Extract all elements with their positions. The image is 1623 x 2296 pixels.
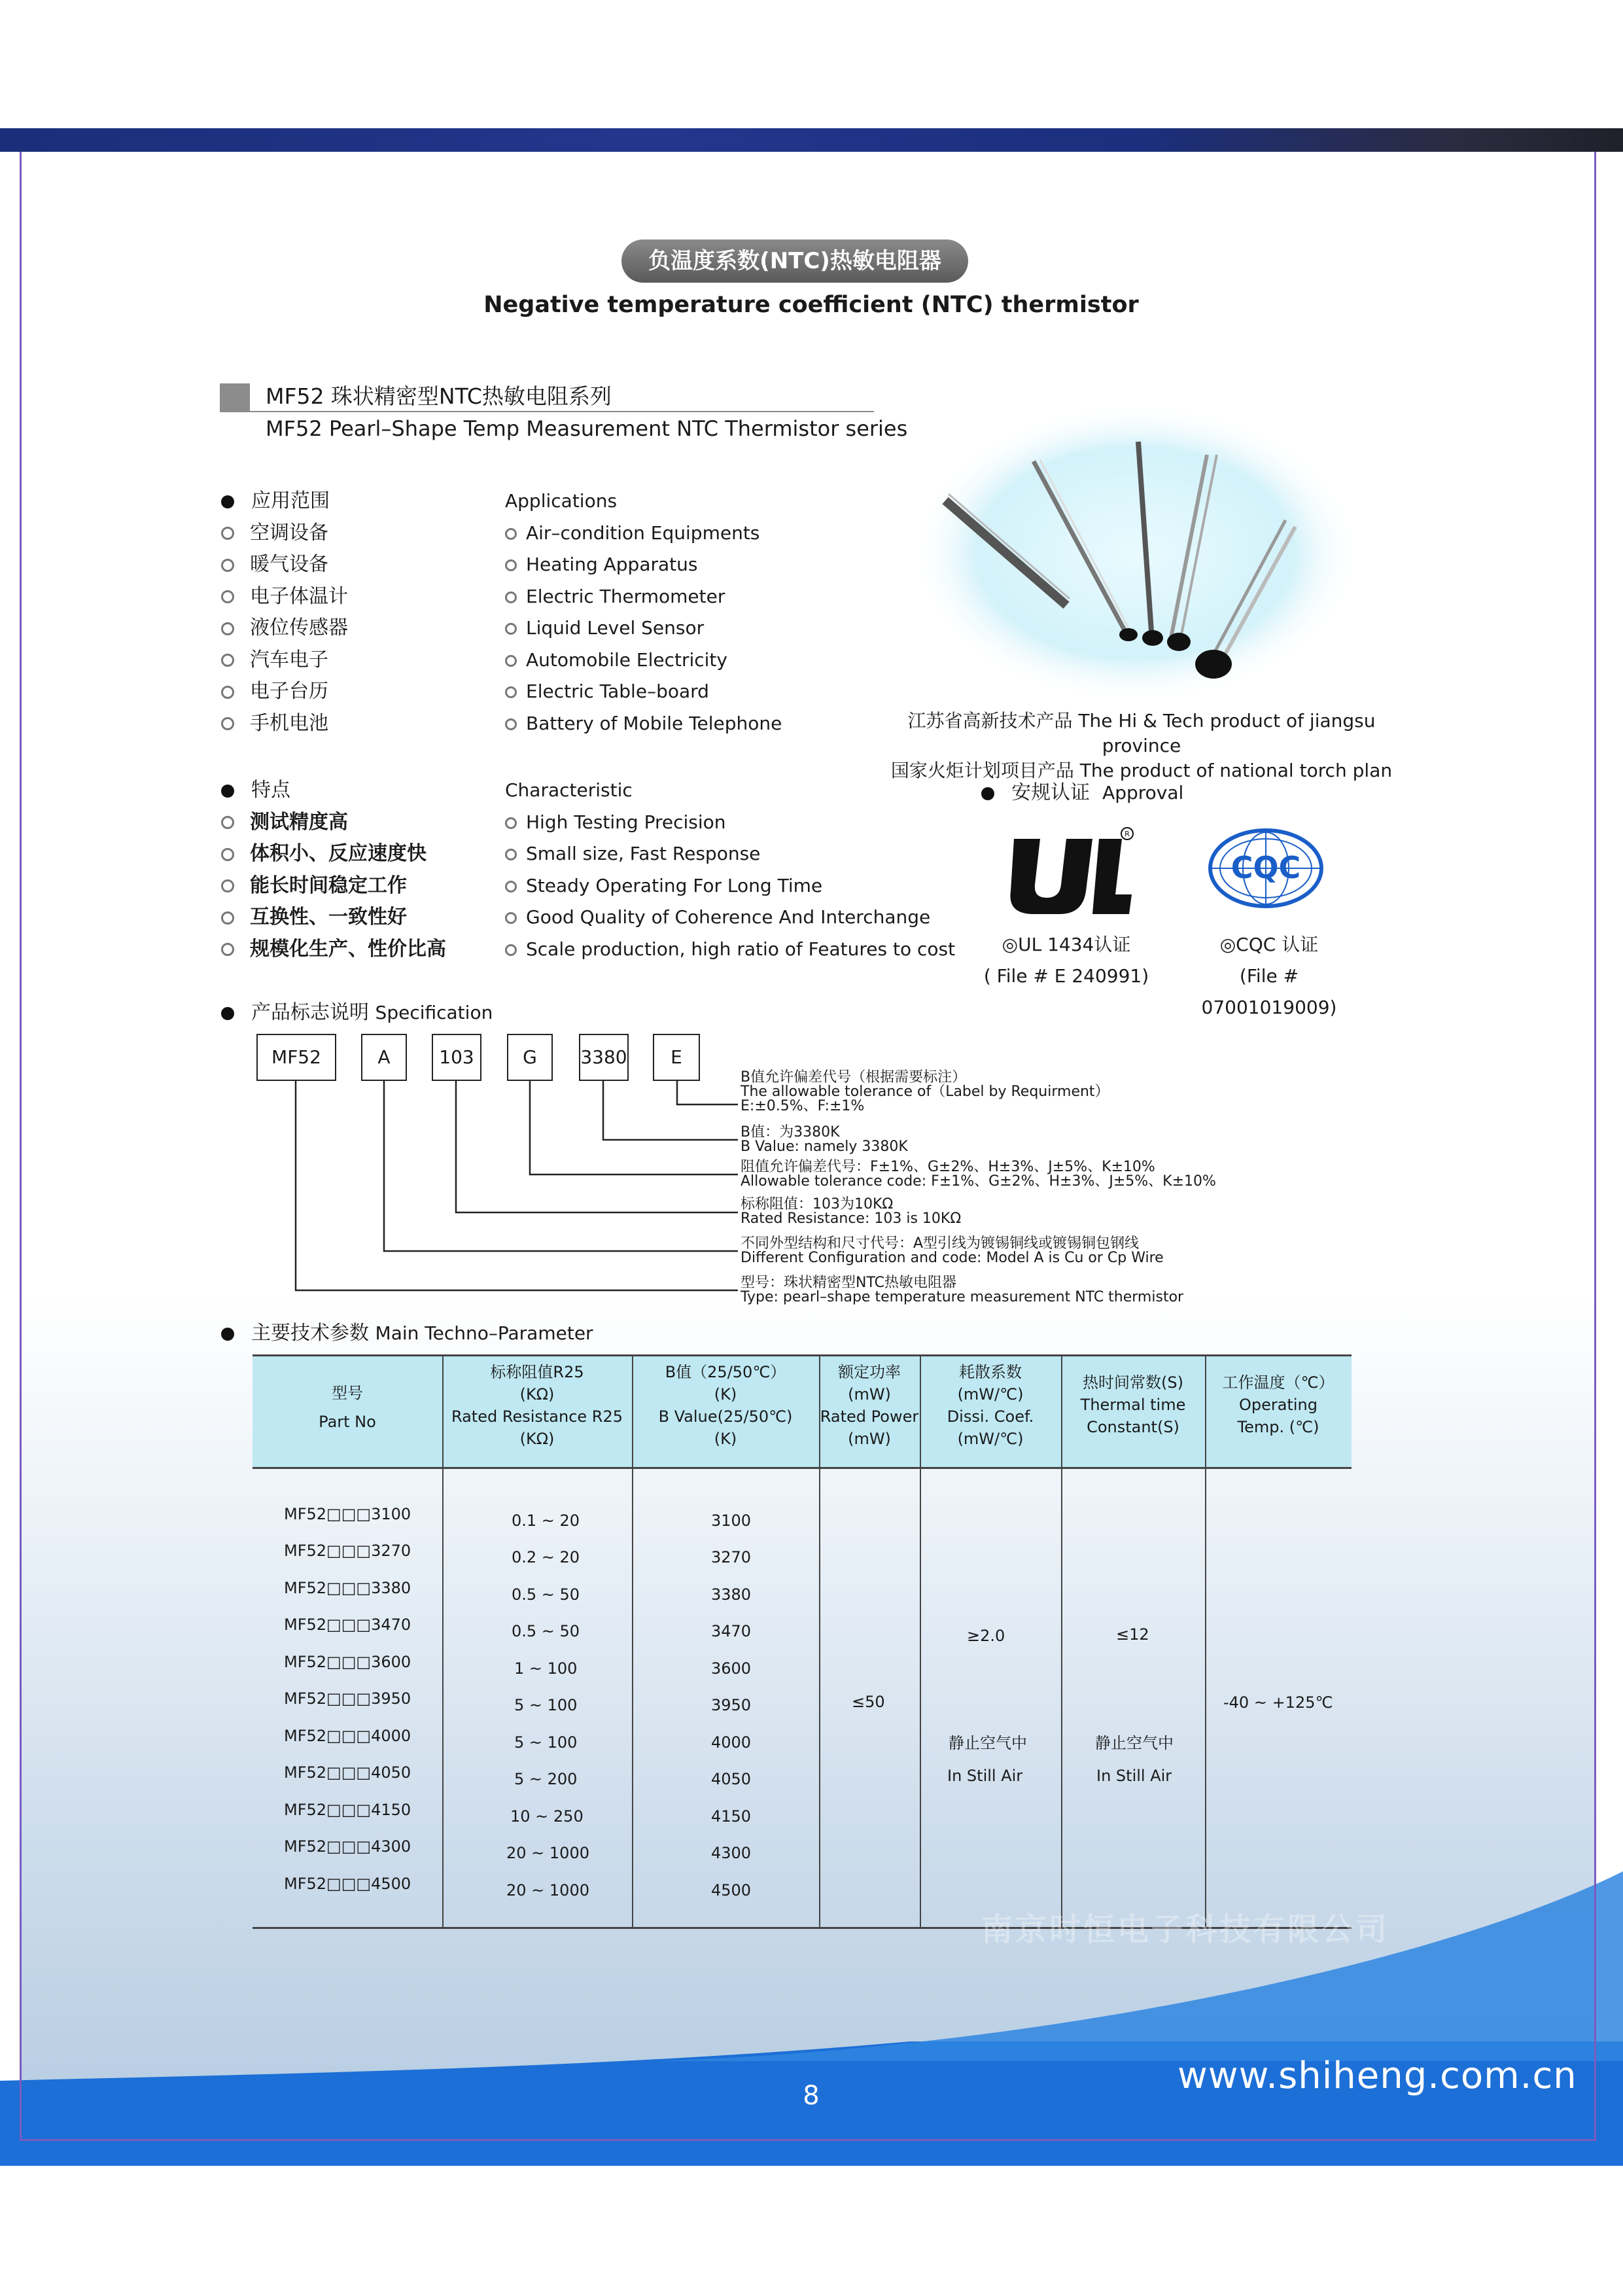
ring-bullet xyxy=(221,717,234,730)
cqc-caption xyxy=(1171,929,1367,1023)
ring-bullet xyxy=(505,592,517,603)
ring-bullet xyxy=(221,911,234,925)
characteristics-en-head: Characteristic xyxy=(505,779,633,801)
table-header-rule xyxy=(253,1467,1352,1469)
applications-cn xyxy=(221,486,348,739)
section-title-en: MF52 Pearl–Shape Temp Measurement NTC Thermistor series xyxy=(266,416,908,441)
spec-desc: 阻值允许偏差代号：F±1%、G±2%、H±3%、J±5%、K±10% Allowable tolerance code: F±1%、G±2%、H±3%、J±5%、K±10% xyxy=(741,1159,1216,1190)
bullet-dot xyxy=(221,1328,234,1341)
cqc-label: ◎CQC 认证 xyxy=(1219,934,1319,955)
rated-power-value: ≤50 xyxy=(852,1693,885,1711)
list-item: Steady Operating For Long Time xyxy=(505,870,955,902)
svg-text:CQC: CQC xyxy=(1230,850,1301,885)
section-title-cn: MF52 珠状精密型NTC热敏电阻系列 xyxy=(266,383,612,409)
table-cell: MF52□□□3600 xyxy=(284,1653,411,1671)
table-cell: 0.5 ~ 50 xyxy=(512,1622,580,1640)
table-cell: 0.5 ~ 50 xyxy=(512,1585,580,1604)
spec-desc: B值允许偏差代号（根据需要标注） The allowable tolerance of（Label by Requirment） E:±0.5%、F:±1% xyxy=(741,1069,1109,1114)
list-item: 体积小、反应速度快 xyxy=(221,838,446,870)
spec-desc: 型号：珠状精密型NTC热敏电阻器 Type: pearl–shape temperature measurement NTC thermistor xyxy=(741,1275,1184,1305)
table-top-rule xyxy=(253,1354,1352,1356)
list-item: 能长时间稳定工作 xyxy=(221,870,446,902)
list-item: Good Quality of Coherence And Interchange xyxy=(505,902,955,934)
table-cell: MF52□□□3270 xyxy=(284,1542,411,1560)
ring-bullet xyxy=(505,528,517,540)
list-item: 电子体温计 xyxy=(221,581,348,613)
ul-caption xyxy=(968,929,1164,992)
applications-en xyxy=(505,486,782,739)
dissipation-note-cn: 静止空气中 xyxy=(949,1734,1027,1752)
table-cell: 20 ~ 1000 xyxy=(506,1881,589,1899)
operating-temp-value: -40 ~ +125℃ xyxy=(1223,1693,1333,1712)
page-number: 8 xyxy=(803,2081,820,2111)
website-link[interactable]: www.shiheng.com.cn xyxy=(1178,2055,1577,2097)
product-caption xyxy=(877,709,1406,783)
ring-bullet xyxy=(505,655,517,667)
table-cell: 4500 xyxy=(711,1881,752,1899)
ring-bullet xyxy=(505,849,517,860)
bullet-dot xyxy=(221,495,234,508)
spec-box-tolerance: G xyxy=(507,1034,553,1081)
list-item: 电子台历 xyxy=(221,676,348,708)
list-item: 互换性、一致性好 xyxy=(221,902,446,934)
list-item: 液位传感器 xyxy=(221,612,348,645)
ring-bullet xyxy=(221,686,234,699)
list-item: 空调设备 xyxy=(221,518,348,550)
table-cell: 5 ~ 100 xyxy=(514,1733,578,1752)
table-cell: MF52□□□3470 xyxy=(284,1616,411,1634)
table-cell: 3100 xyxy=(711,1511,752,1530)
thermal-note-cn: 静止空气中 xyxy=(1095,1734,1174,1752)
table-cell: MF52□□□3100 xyxy=(284,1505,411,1523)
table-cell: MF52□□□4050 xyxy=(284,1763,411,1782)
table-cell: MF52□□□3380 xyxy=(284,1579,411,1597)
list-item: Air–condition Equipments xyxy=(505,518,782,550)
table-cell: MF52□□□4300 xyxy=(284,1837,411,1856)
ul-logo xyxy=(1001,826,1138,917)
bullet-dot xyxy=(221,1007,234,1020)
table-cell: 1 ~ 100 xyxy=(514,1659,578,1678)
ul-file: ( File # E 240991) xyxy=(983,965,1149,987)
section-marker xyxy=(220,383,250,411)
company-watermark: 南京时恒电子科技有限公司 xyxy=(981,1911,1390,1948)
table-cell: 0.1 ~ 20 xyxy=(512,1511,580,1530)
ring-bullet xyxy=(505,623,517,635)
table-cell: 5 ~ 100 xyxy=(514,1696,578,1714)
dissipation-value: ≥2.0 xyxy=(967,1627,1005,1645)
column-header-operating-temp: 工作温度（℃） Operating Temp. (℃) xyxy=(1222,1373,1335,1436)
parameters-head: 主要技术参数 Main Techno–Parameter xyxy=(221,1316,593,1345)
cqc-file: (File # 07001019009) xyxy=(1201,965,1337,1018)
ring-bullet xyxy=(221,879,234,892)
caption-line: 江苏省高新技术产品 The Hi & Tech product of jiangsu province xyxy=(907,710,1376,756)
list-item: Scale production, high ratio of Features to cost xyxy=(505,934,955,966)
ring-bullet xyxy=(221,654,234,667)
ring-bullet xyxy=(221,816,234,829)
approval-head: 安规认证 Approval xyxy=(981,776,1183,805)
list-item: 暖气设备 xyxy=(221,549,348,581)
table-cell: 3950 xyxy=(711,1696,752,1714)
ring-bullet xyxy=(505,686,517,698)
spec-box-type: MF52 xyxy=(256,1034,336,1081)
thermal-time-value: ≤12 xyxy=(1116,1625,1149,1644)
ring-bullet xyxy=(221,848,234,861)
list-item: 手机电池 xyxy=(221,708,348,740)
caption-line: 国家火炬计划项目产品 The product of national torch plan xyxy=(890,760,1393,781)
characteristics-cn-head: 特点 xyxy=(221,775,446,807)
column-header-bvalue: B值（25/50℃） (K) B Value(25/50℃) (K) xyxy=(658,1363,793,1448)
dissipation-note-en: In Still Air xyxy=(947,1767,1023,1785)
top-band xyxy=(0,128,1623,152)
list-item: Battery of Mobile Telephone xyxy=(505,708,782,740)
list-item: Automobile Electricity xyxy=(505,645,782,677)
table-cell: 20 ~ 1000 xyxy=(506,1844,589,1862)
svg-text:R: R xyxy=(1125,830,1130,838)
spec-desc: 标称阻值：103为10KΩ Rated Resistance: 103 is 10KΩ xyxy=(741,1196,962,1227)
list-item: Electric Thermometer xyxy=(505,581,782,613)
spec-desc: B值：为3380K B Value: namely 3380K xyxy=(741,1124,908,1155)
table-cell: 4050 xyxy=(711,1770,752,1788)
column-divider xyxy=(1205,1356,1206,1928)
list-item: 规模化生产、性价比高 xyxy=(221,934,446,966)
list-item: Liquid Level Sensor xyxy=(505,612,782,645)
spec-box-btolerance: E xyxy=(653,1034,700,1081)
section-underline xyxy=(220,411,874,412)
list-item: 汽车电子 xyxy=(221,645,348,677)
page-title: Negative temperature coefficient (NTC) thermistor xyxy=(483,292,1139,318)
table-cell: MF52□□□4000 xyxy=(284,1727,411,1745)
table-cell: 4300 xyxy=(711,1844,752,1862)
ring-bullet xyxy=(221,943,234,956)
thermistor-photo xyxy=(909,402,1361,703)
table-cell: 4000 xyxy=(711,1733,752,1752)
list-item: Heating Apparatus xyxy=(505,549,782,581)
column-header-dissipation: 耗散系数 (mW/℃) Dissi. Coef. (mW/℃) xyxy=(947,1363,1034,1448)
thermal-note-en: In Still Air xyxy=(1096,1767,1172,1785)
list-item: 测试精度高 xyxy=(221,807,446,839)
ring-bullet xyxy=(221,527,234,540)
applications-cn-head: 应用范围 xyxy=(221,486,348,518)
table-cell: 10 ~ 250 xyxy=(510,1807,584,1826)
cqc-logo xyxy=(1204,826,1328,911)
table-cell: 3380 xyxy=(711,1585,752,1604)
column-divider xyxy=(1061,1356,1062,1928)
ring-bullet xyxy=(505,881,517,892)
column-header-resistance: 标称阻值R25 (KΩ) Rated Resistance R25 (KΩ) xyxy=(451,1363,623,1448)
ring-bullet xyxy=(505,559,517,571)
table-cell: 5 ~ 200 xyxy=(514,1770,578,1788)
bullet-dot xyxy=(981,787,994,800)
table-cell: 3270 xyxy=(711,1548,752,1566)
table-cell: MF52□□□4500 xyxy=(284,1875,411,1893)
list-item: High Testing Precision xyxy=(505,807,955,839)
ring-bullet xyxy=(505,718,517,730)
list-item: Electric Table–board xyxy=(505,676,782,708)
spec-box-config: A xyxy=(361,1034,407,1081)
ring-bullet xyxy=(221,559,234,572)
category-pill: 负温度系数(NTC)热敏电阻器 xyxy=(621,239,968,283)
table-cell: MF52□□□4150 xyxy=(284,1801,411,1819)
ring-bullet xyxy=(505,817,517,829)
ring-bullet xyxy=(221,590,234,603)
ul-label: ◎UL 1434认证 xyxy=(1002,934,1131,955)
table-cell: 4150 xyxy=(711,1807,752,1826)
specification-head: 产品标志说明 Specification xyxy=(221,996,493,1025)
column-header-rated-power: 额定功率 (mW) Rated Power (mW) xyxy=(820,1363,919,1448)
spec-box-resistance: 103 xyxy=(432,1034,481,1081)
characteristics-cn xyxy=(221,775,446,965)
table-cell: MF52□□□3950 xyxy=(284,1689,411,1708)
characteristics-en xyxy=(505,775,955,965)
table-cell: 0.2 ~ 20 xyxy=(512,1548,580,1566)
column-header-part-no: 型号 Part No xyxy=(319,1384,376,1431)
column-header-thermal-time: 热时间常数(S) Thermal time Constant(S) xyxy=(1080,1373,1186,1436)
spec-desc: 不同外型结构和尺寸代号：A型引线为镀锡铜线或镀锡铜包钢线 Different Configuration and code: Model A is Cu or Cp Wire xyxy=(741,1235,1164,1266)
ring-bullet xyxy=(505,944,517,956)
table-cell: 3600 xyxy=(711,1659,752,1678)
table-cell: 3470 xyxy=(711,1622,752,1640)
spec-box-bvalue: 3380 xyxy=(579,1034,629,1081)
list-item: Small size, Fast Response xyxy=(505,838,955,870)
ring-bullet xyxy=(221,622,234,635)
bullet-dot xyxy=(221,785,234,798)
ring-bullet xyxy=(505,912,517,924)
applications-en-head: Applications xyxy=(505,490,618,512)
